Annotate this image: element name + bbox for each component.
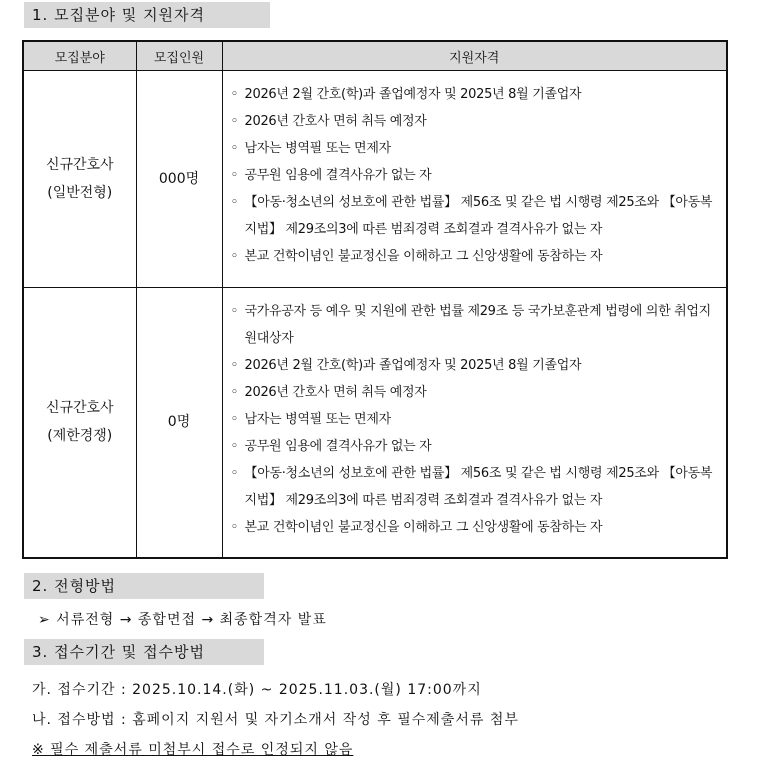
bullet-icon: ◦ (230, 168, 238, 183)
bullet-icon: ◦ (230, 195, 238, 210)
list-item: ◦ 남자는 병역필 또는 면제자 (231, 406, 719, 433)
qualifications-cell (222, 288, 727, 558)
bullet-icon: ◦ (230, 385, 238, 400)
bullet-icon: ◦ (230, 439, 238, 454)
section-2-title: 2. 전형방법 (24, 573, 264, 599)
field-name: 신규간호사 (45, 157, 114, 173)
bullet-icon: ◦ (230, 520, 238, 535)
header-count: 모집인원 (136, 41, 222, 71)
count-cell: 000명 (136, 71, 222, 288)
list-item: ◦ 남자는 병역필 또는 면제자 (231, 135, 719, 162)
bullet-icon: ◦ (230, 358, 238, 373)
list-item: ◦ 국가유공자 등 예우 및 지원에 관한 법률 제29조 등 국가보훈관계 법령에 의한 취업지원대상자 (231, 298, 719, 352)
list-item: ◦ 【아동·청소년의 성보호에 관한 법률】 제56조 및 같은 법 시행령 제25조와 【아동복지법】 제29조의3에 따른 범죄경력 조회결과 결격사유가 없는 자 (231, 189, 719, 243)
field-type: (제한경쟁) (47, 428, 113, 445)
qualification-list (231, 298, 719, 541)
table-header-row (23, 41, 727, 71)
qualification-list (231, 81, 719, 270)
qualifications-cell (222, 71, 727, 288)
notice-text: ※ 필수 제출서류 미첨부시 접수로 인정되지 않음 (32, 742, 354, 758)
table-row (23, 71, 727, 288)
count-cell: 0명 (136, 288, 222, 558)
bullet-icon: ◦ (230, 304, 238, 319)
table-row (23, 288, 727, 558)
list-item: ◦ 본교 건학이념인 불교정신을 이해하고 그 신앙생활에 동참하는 자 (231, 514, 719, 541)
bullet-icon: ◦ (230, 141, 238, 156)
bullet-icon: ◦ (230, 87, 238, 102)
field-name: 신규간호사 (45, 400, 114, 417)
selection-process: ➢ 서류전형 → 종합면접 → 최종합격자 발표 (38, 612, 327, 628)
application-method: 나. 접수방법 : 홈페이지 지원서 및 자기소개서 작성 후 필수제출서류 첨부 (32, 712, 519, 728)
list-item: ◦ 2026년 간호사 면허 취득 예정자 (231, 379, 719, 406)
bullet-icon: ◦ (230, 466, 238, 481)
list-item: ◦ 2026년 2월 간호(학)과 졸업예정자 및 2025년 8월 기졸업자 (231, 352, 719, 379)
bullet-icon: ◦ (230, 249, 238, 264)
recruitment-table (22, 40, 728, 559)
list-item: ◦ 공무원 임용에 결격사유가 없는 자 (231, 433, 719, 460)
bullet-icon: ◦ (230, 114, 238, 129)
section-3-title: 3. 접수기간 및 접수방법 (24, 639, 264, 665)
list-item: ◦ 2026년 2월 간호(학)과 졸업예정자 및 2025년 8월 기졸업자 (231, 81, 719, 108)
header-field: 모집분야 (23, 41, 136, 71)
header-qualifications: 지원자격 (222, 41, 727, 71)
list-item: ◦ 【아동·청소년의 성보호에 관한 법률】 제56조 및 같은 법 시행령 제25조와 【아동복지법】 제29조의3에 따른 범죄경력 조회결과 결격사유가 없는 자 (231, 460, 719, 514)
bullet-icon: ◦ (230, 412, 238, 427)
list-item: ◦ 공무원 임용에 결격사유가 없는 자 (231, 162, 719, 189)
section-1-title: 1. 모집분야 및 지원자격 (24, 2, 270, 28)
list-item: ◦ 본교 건학이념인 불교정신을 이해하고 그 신앙생활에 동참하는 자 (231, 243, 719, 270)
field-cell (23, 288, 136, 558)
field-cell (23, 71, 136, 288)
list-item: ◦ 2026년 간호사 면허 취득 예정자 (231, 108, 719, 135)
application-period: 가. 접수기간 : 2025.10.14.(화) ~ 2025.11.03.(월) 17:00까지 (32, 682, 482, 698)
field-type: (일반전형) (47, 185, 113, 201)
